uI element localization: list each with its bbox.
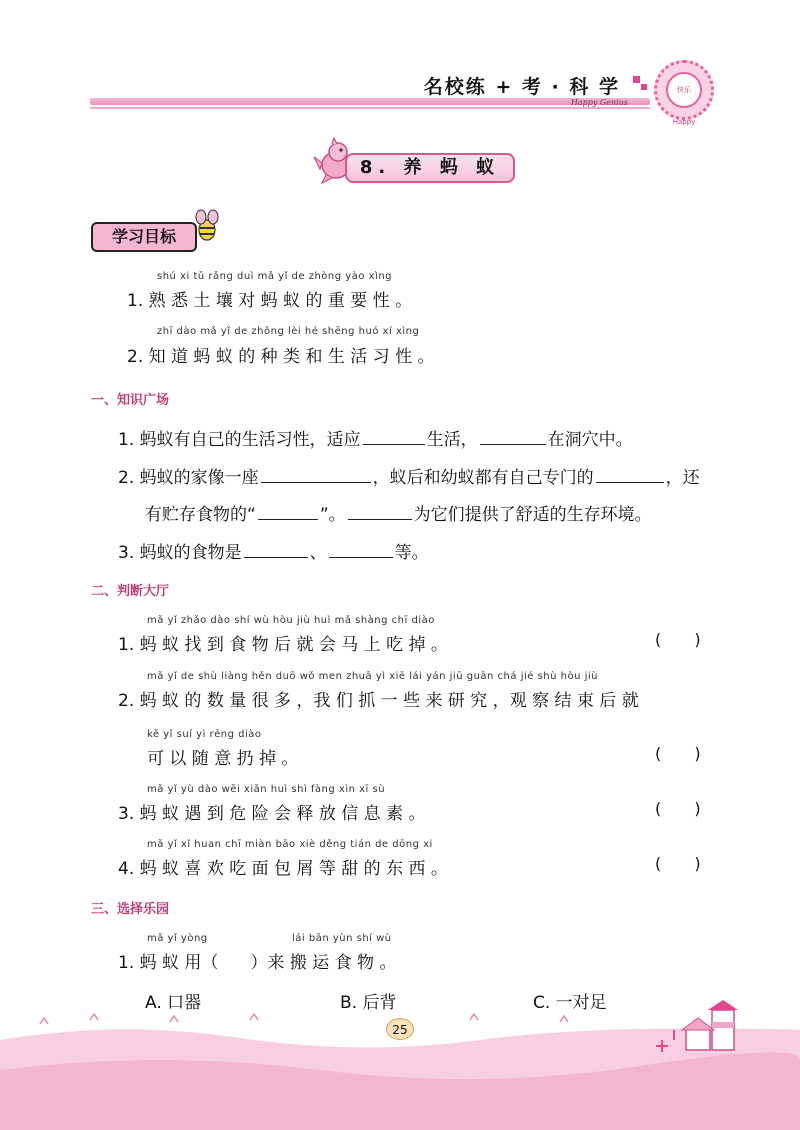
section-title-judgement: 二、判断大厅 — [91, 584, 170, 599]
answer-blank[interactable] — [596, 481, 664, 483]
q-text: 为它们提供了舒适的生存环境。 — [413, 505, 652, 525]
learning-goals-label: 学习目标 — [91, 222, 197, 252]
lesson-title: 8. 养 蚂 蚁 — [345, 153, 515, 183]
goal-1-text: 1. 熟 悉 土 壤 对 蚂 蚁 的 重 要 性 。 — [127, 291, 413, 311]
decor-square-icon — [641, 84, 647, 90]
book-title: 名校练 + 考 · 科 学 — [423, 76, 620, 98]
q-text: 有贮存食物的“ — [145, 505, 256, 525]
fill-question-1 — [118, 425, 633, 450]
goal-2-pinyin: zhī dào mǎ yǐ de zhǒng lèi hé shēng huó xí xìng — [157, 326, 420, 337]
section-title-knowledge: 一、知识广场 — [91, 393, 170, 408]
q-text: 1. 蚂蚁有自己的生活习性，适应 — [118, 430, 361, 450]
header-band — [90, 98, 650, 105]
q-text: ）来 搬 运 食 物 。 — [250, 953, 397, 973]
judge-2b-text: 可 以 随 意 扔 掉 。 — [147, 749, 299, 769]
judge-3-pinyin: mǎ yǐ yù dào wēi xiǎn huì shì fàng xìn xī sù — [147, 784, 386, 795]
option-a[interactable]: A. 口器 — [145, 993, 202, 1013]
q-text: 1. 蚂 蚁 用（ — [118, 953, 219, 973]
judge-3-text: 3. 蚂 蚁 遇 到 危 险 会 释 放 信 息 素 。 — [118, 804, 426, 824]
q-text: 等。 — [394, 543, 429, 563]
q-text: ，蚁后和幼蚁都有自己专门的 — [372, 468, 594, 488]
logo-badge-text: 快乐Happy — [666, 72, 702, 108]
judge-4-text: 4. 蚂 蚁 喜 欢 吃 面 包 屑 等 甜 的 东 西 。 — [118, 859, 448, 879]
answer-blank[interactable] — [348, 518, 412, 520]
answer-parens[interactable]: ( ) — [655, 854, 715, 873]
answer-parens[interactable]: ( ) — [655, 799, 715, 818]
header-underline — [90, 107, 650, 109]
answer-blank[interactable] — [363, 443, 425, 445]
judge-1-pinyin: mǎ yǐ zhǎo dào shí wù hòu jiù huì mǎ shàng chī diào — [147, 615, 435, 626]
answer-blank[interactable] — [244, 556, 308, 558]
q-text: 生活， — [426, 430, 478, 450]
answer-blank[interactable] — [261, 481, 371, 483]
q-text: ”。 — [319, 505, 346, 525]
answer-blank[interactable] — [480, 443, 546, 445]
q-text: 3. 蚂蚁的食物是 — [118, 543, 242, 563]
option-c[interactable]: C. 一对足 — [533, 993, 607, 1013]
fill-question-2 — [118, 463, 700, 488]
q-text: 2. 蚂蚁的家像一座 — [118, 468, 259, 488]
q-text: 、 — [309, 543, 327, 563]
option-b[interactable]: B. 后背 — [340, 993, 397, 1013]
section-title-choice: 三、选择乐园 — [91, 902, 170, 917]
q-text: 在洞穴中。 — [547, 430, 633, 450]
answer-blank[interactable] — [329, 556, 393, 558]
answer-parens[interactable]: ( ) — [655, 744, 715, 763]
fill-question-2-cont — [145, 500, 652, 525]
q-text: ，还 — [665, 468, 700, 488]
goal-1-pinyin: shú xi tǔ rǎng duì mǎ yǐ de zhòng yào xìng — [157, 271, 393, 282]
goal-2-text: 2. 知 道 蚂 蚁 的 种 类 和 生 活 习 性 。 — [127, 347, 435, 367]
judge-2-pinyin: mǎ yǐ de shù liàng hěn duō wǒ men zhuā yì xiē lái yán jiū guān chá jié shù hòu jiù — [147, 671, 599, 682]
judge-2-text: 2. 蚂 蚁 的 数 量 很 多 ，我 们 抓 一 些 来 研 究 ，观 察 结 束 后 就 — [118, 691, 639, 711]
choice-1-text — [118, 948, 396, 973]
choice-1-pinyin-a: mǎ yǐ yòng — [147, 933, 208, 944]
bee-icon — [192, 208, 222, 244]
judge-1-text: 1. 蚂 蚁 找 到 食 物 后 就 会 马 上 吃 掉 。 — [118, 635, 448, 655]
decor-square-icon — [633, 76, 640, 83]
judge-2b-pinyin: kě yǐ suí yì rēng diào — [147, 729, 262, 740]
answer-parens[interactable]: ( ) — [655, 630, 715, 649]
lighthouse-icon — [682, 1000, 738, 1050]
choice-1-pinyin-b: lái bān yùn shí wù — [292, 933, 392, 944]
judge-4-pinyin: mǎ yǐ xǐ huan chī miàn bāo xiè děng tián de dōng xi — [147, 839, 433, 850]
fill-question-3 — [118, 538, 429, 563]
page-number: 25 — [386, 1018, 414, 1040]
answer-blank[interactable] — [258, 518, 318, 520]
book-subtitle: Happy Genius — [570, 98, 628, 107]
